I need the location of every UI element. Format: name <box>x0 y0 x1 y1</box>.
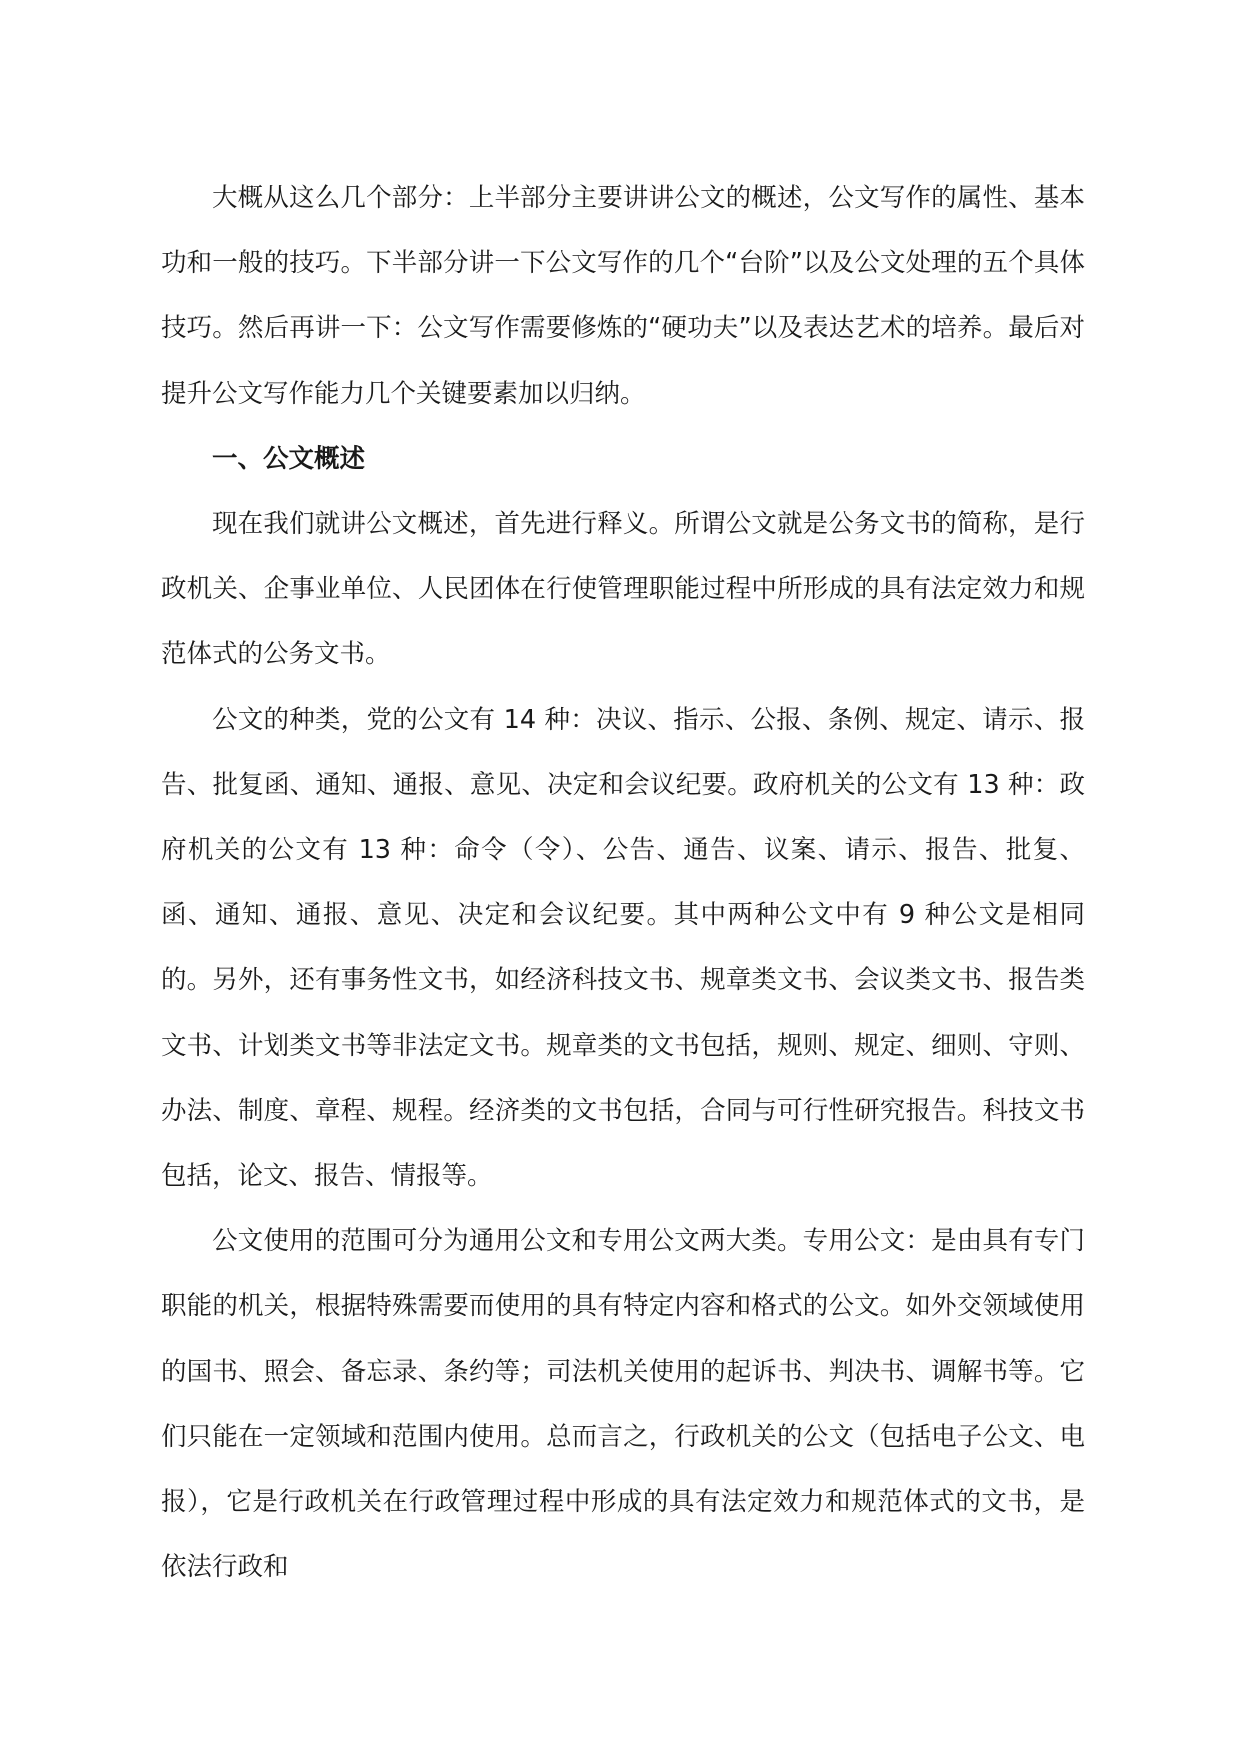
types-paragraph: 公文的种类，党的公文有 14 种：决议、指示、公报、条例、规定、请示、报告、批复函、通知、通报、意见、决定和会议纪要。政府机关的公文有 13 种：政府机关的公文有 13 种：命令（令）、公告、通告、议案、请示、报告、批复、函、通知、通报、意见、决定和会议纪要。其中两种公文中有 9 种公文是相同的。另外，还有事务性文书，如经济科技文书、规章类文书、会议类文书、报告类文书、计划类文书等非法定文书。规章类的文书包括，规则、规定、细则、守则、办法、制度、章程、规程。经济类的文书包括，合同与可行性研究报告。科技文书包括，论文、报告、情报等。 <box>161 704 1085 1192</box>
scope-paragraph: 公文使用的范围可分为通用公文和专用公文两大类。专用公文：是由具有专门职能的机关，根据特殊需要而使用的具有特定内容和格式的公文。如外交领域使用的国书、照会、备忘录、条约等；司法机关使用的起诉书、判决书、调解书等。它们只能在一定领域和范围内使用。总而言之，行政机关的公文（包括电子公文、电报），它是行政机关在行政管理过程中形成的具有法定效力和规范体式的文书，是依法行政和 <box>161 1226 1085 1583</box>
document-page <box>161 166 1085 1600</box>
section-heading: 一、公文概述 <box>212 443 366 474</box>
definition-paragraph: 现在我们就讲公文概述，首先进行释义。所谓公文就是公务文书的简称，是行政机关、企事业单位、人民团体在行使管理职能过程中所形成的具有法定效力和规范体式的公务文书。 <box>161 509 1085 670</box>
intro-paragraph: 大概从这么几个部分：上半部分主要讲讲公文的概述，公文写作的属性、基本功和一般的技巧。下半部分讲一下公文写作的几个“台阶”以及公文处理的五个具体技巧。然后再讲一下：公文写作需要修炼的“硬功夫”以及表达艺术的培养。最后对提升公文写作能力几个关键要素加以归纳。 <box>161 183 1085 409</box>
